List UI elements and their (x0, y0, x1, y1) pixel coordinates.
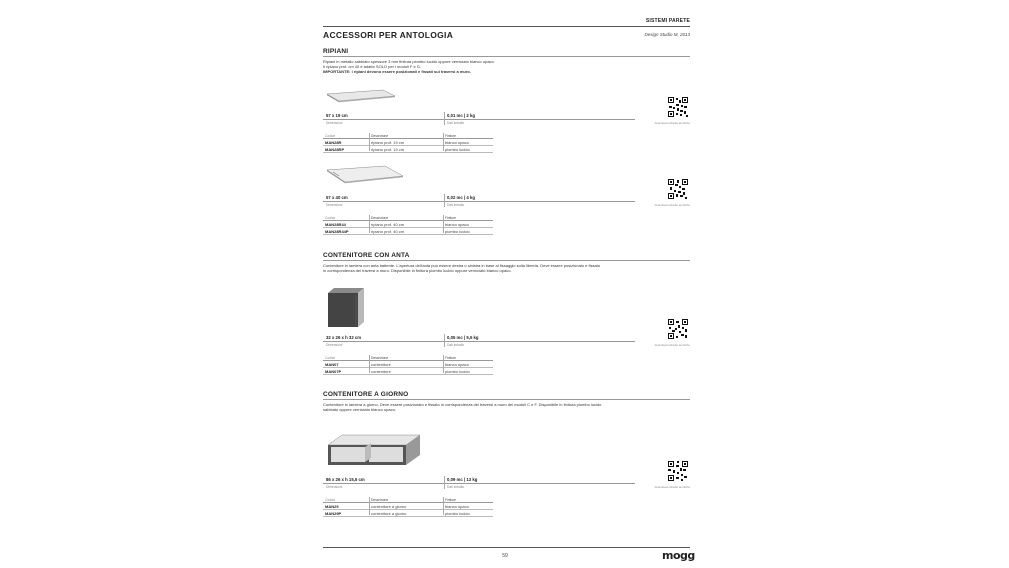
qr-caption[interactable]: download schede tecniche (654, 343, 690, 347)
qr-caption[interactable]: download schede tecniche (654, 121, 690, 125)
volume-label: Dati imballo (447, 343, 465, 347)
table-row: MAN07 contenitore bianco opaco (323, 361, 493, 368)
brand-logo: mogg (662, 549, 695, 562)
table-header: Codice Descrizione Finiture (323, 215, 493, 221)
table-header: Codice Descrizione Finiture (323, 133, 493, 139)
section-rule (323, 399, 690, 400)
section-description: Contenitore in lamiera a giorno. Deve essere posizionato e fissato in corrispondenza dei traversi a muro dei moduli C e F. Disponibile in finitura piombo lucido sabbiato oppure verniciato bianco opaco. (323, 402, 602, 412)
product-table (323, 133, 493, 153)
container-door-image (326, 287, 366, 329)
dimensions-value: 57 x 40 cm (326, 195, 348, 200)
section-title-contenitore-giorno: CONTENITORE A GIORNO (323, 391, 409, 398)
dimensions-label: Dimensioni (326, 203, 343, 207)
dimensions-value: 32 x 26 x h 32 cm (326, 335, 362, 340)
dimensions-label: Dimensioni (326, 121, 343, 125)
table-row: MAN29P contenitore a giorno piombo lucido (323, 510, 493, 517)
volume-value: 0,09 mc | 13 kg (447, 477, 478, 482)
dimensions-label: Dimensioni (326, 343, 343, 347)
volume-label: Dati imballo (447, 485, 465, 489)
dimensions-value: 86 x 26 x h 15,5 cm (326, 477, 365, 482)
page-title: ACCESSORI PER ANTOLOGIA (323, 30, 454, 40)
volume-label: Dati imballo (447, 203, 465, 207)
section-rule (323, 56, 690, 57)
section-description: Ripiani in metallo sabbiato spessore 3 mm finitura piombo lucido oppure verniciato bianco opaco. Il ripiano prof. cm 40 è adatto SOLO per i moduli F e G. IMPORTANTE: i ripiani devono essere posizionati e fissati sui traversi a muro. (323, 59, 495, 74)
qr-caption[interactable]: download schede tecniche (654, 485, 690, 489)
shelf-40-image (325, 164, 405, 188)
dimensions-value: 57 x 19 cm (326, 113, 348, 118)
volume-label: Dati imballo (447, 121, 465, 125)
product-table (323, 355, 493, 375)
qr-caption[interactable]: download schede tecniche (654, 203, 690, 207)
section-description: Contenitore in lamiera con anta battente. L'apertura dell'anta può essere destra o sinistra in base al fissaggio sulla libreria. Deve essere posizionato e fissato in corrispondenza dei traversi a muro. Disponibile in finitura piombo lucido oppure verniciato bianco opaco. (323, 263, 601, 273)
product-rule (323, 119, 635, 120)
page-number: 59 (502, 553, 508, 559)
table-row: MAN28RP ripiano prof. 19 cm piombo lucido (323, 146, 493, 153)
table-header: Codice Descrizione Finiture (323, 355, 493, 361)
table-row: MAN28R44 ripiano prof. 40 cm bianco opaco (323, 221, 493, 228)
product-rule (323, 483, 635, 484)
section-title-contenitore-anta: CONTENITORE CON ANTA (323, 252, 410, 259)
shelf-19-image (325, 86, 397, 106)
product-table (323, 215, 493, 235)
qr-code-icon[interactable] (667, 460, 689, 482)
header-rule (323, 26, 690, 27)
designer-credit: Design Studio M, 2013 (644, 32, 690, 37)
table-row: MAN29 contenitore a giorno bianco opaco (323, 503, 493, 510)
qr-code-icon[interactable] (667, 178, 689, 200)
product-table (323, 497, 493, 517)
footer-rule (323, 547, 690, 548)
open-container-image (326, 433, 422, 467)
table-row: MAN28R ripiano prof. 19 cm bianco opaco (323, 139, 493, 146)
table-row: MAN07P contenitore piombo lucido (323, 368, 493, 375)
volume-value: 0,01 mc | 2 kg (447, 113, 475, 118)
category-label: SISTEMI PARETE (645, 18, 690, 24)
product-rule (323, 201, 635, 202)
qr-code-icon[interactable] (667, 318, 689, 340)
volume-value: 0,02 mc | 4 kg (447, 195, 475, 200)
section-title-ripiani: RIPIANI (323, 48, 349, 55)
table-header: Codice Descrizione Finiture (323, 497, 493, 503)
section-rule (323, 260, 690, 261)
dimensions-label: Dimensioni (326, 485, 343, 489)
table-row: MAN28R44P ripiano prof. 40 cm piombo lucido (323, 228, 493, 235)
volume-value: 0,05 mc | 5,5 kg (447, 335, 479, 340)
product-rule (323, 341, 635, 342)
qr-code-icon[interactable] (667, 96, 689, 118)
